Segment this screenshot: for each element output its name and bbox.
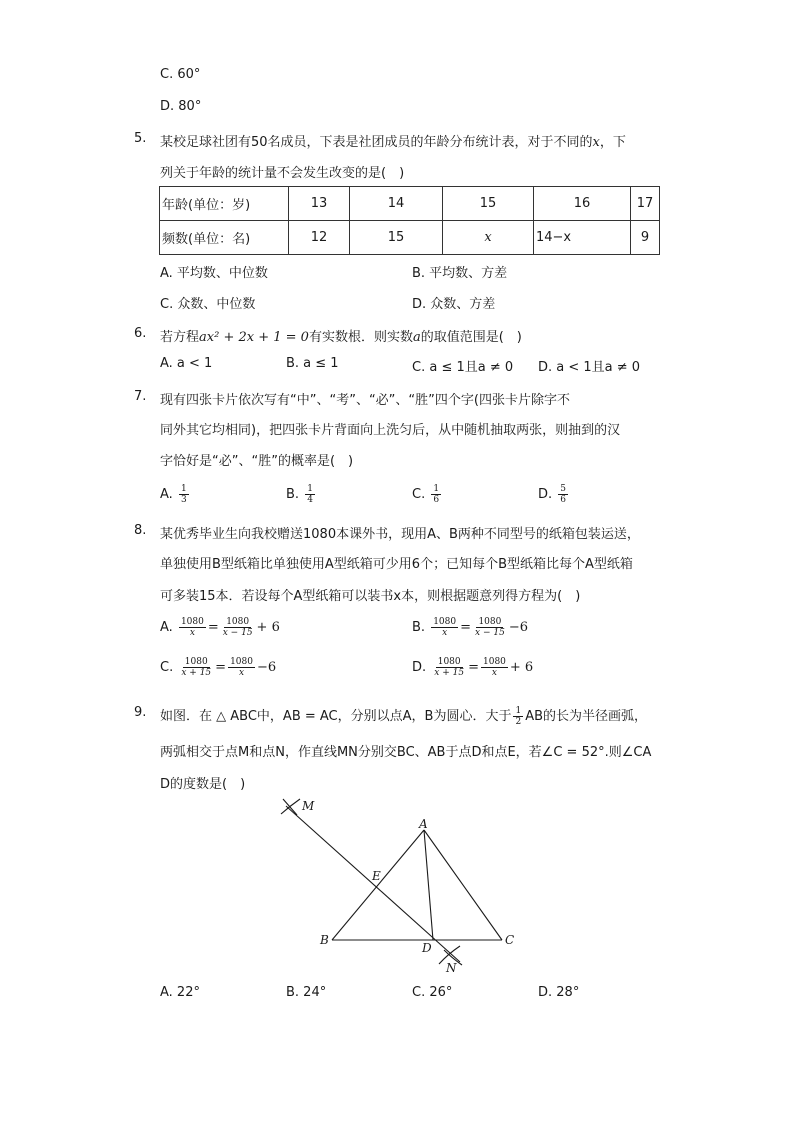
label-n: N [446,961,457,975]
q6-end: 的取值范围是( ) [420,330,522,345]
denominator: x [491,668,497,678]
segment-ad [424,830,433,940]
question-number-5: 5. [134,131,147,146]
numerator: 5 [560,484,567,494]
question-number-7: 7. [134,389,147,404]
q9-option-b: B. 24° [286,985,327,1000]
q6-option-c: C. a ≤ 1且a ≠ 0 [412,360,514,375]
q8-option-d-label: D. [412,660,427,675]
q9-line-2: 两弧相交于点M和点N，作直线MN分别交BC、AB于点D和点E，若∠C = 52°.则∠CA [160,745,652,760]
table-header-frequency: 频数(单位：名) [160,221,289,255]
fraction [431,617,458,638]
table-cell: 14 [350,187,443,221]
option-c-prev: C. 60° [160,67,201,82]
denominator: x [442,628,448,638]
denominator: x − 15 [475,628,505,638]
q9-line-1 [160,705,647,727]
label-c: C [505,933,515,947]
segment-ac [424,830,502,940]
q8-line-1: 某优秀毕业生向我校赠送1080本课外书，现用A、B两种不同型号的纸箱包装运送， [160,527,640,542]
denominator: 2 [515,717,522,727]
q8-option-a-label: A. [160,620,173,635]
option-d-prev: D. 80° [160,99,202,114]
age-frequency-table [159,186,660,255]
q8-option-b-label: B. [412,620,426,635]
q8-option-c-label: C. [160,660,174,675]
q8-option-a: A. $\frac{1080}{x}$ = $\frac{1080}{x - 15}$ + 6 [160,617,280,638]
q7-option-b-fraction [305,484,315,505]
q6-pre: 若方程 [160,330,200,345]
numerator: 1080 [230,657,253,667]
q6-var: a [412,330,421,345]
q9-line-3: D的度数是( ) [160,777,246,792]
numerator: 1 [515,706,522,716]
q5-option-c: C. 众数、中位数 [160,297,256,312]
q7-line-1: 现有四张卡片依次写有“中”、“考”、“必”、“胜”四个字(四张卡片除字不 [160,393,570,408]
q7-option-c-label: C. [412,487,426,502]
table-cell: 9 [631,221,660,255]
label-d: D [422,941,432,955]
table-cell: 17 [631,187,660,221]
denominator: 6 [560,495,567,505]
fraction [179,617,206,638]
question-number-6: 6. [134,326,147,341]
q7-line-3: 字恰好是“必”、“胜”的概率是( ) [160,454,354,469]
denominator: 4 [307,495,313,505]
numerator: 1080 [478,617,502,627]
q9-line-1-b: AB的长为半径画弧， [525,709,647,724]
denominator: 6 [433,495,440,505]
denominator: 3 [180,495,187,505]
arc-mark-m-2 [283,799,297,815]
table-cell: 14−x [534,221,631,255]
fraction [473,617,507,638]
q5-line-1-text: 某校足球社团有50名成员，下表是社团成员的年龄分布统计表，对于不同的 [160,135,593,150]
half-fraction [513,706,523,727]
arc-mark-n-1 [439,946,460,964]
table-row-frequency [160,221,660,255]
q8-option-d: D. $\frac{1080}{x + 15}$ = $\frac{1080}{x}$ + 6 [412,657,534,678]
question-number-8: 8. [134,523,147,538]
table-cell: 15 [350,221,443,255]
q5-option-b: B. 平均数、方差 [412,266,508,281]
q9-line-1-a: 如图．在 △ ABC中，AB = AC，分别以点A，B为圆心．大于 [160,709,512,724]
q8-option-a-tail: + 6 [256,620,280,635]
denominator: x [189,628,195,638]
q6-post: 有实数根．则实数 [308,330,413,345]
q7-option-c [412,484,443,505]
q8-line-3: 可多装15本．若设每个A型纸箱可以装书x本，则根据题意列得方程为( ) [160,589,581,604]
q7-option-a-label: A. [160,487,173,502]
table-cell: 12 [289,221,350,255]
arc-mark-m-1 [281,799,300,814]
q9-option-a: A. 22° [160,985,200,1000]
label-a: A [419,817,428,831]
q5-var-x: x [592,135,600,150]
fraction [221,617,255,638]
q5-option-d: D. 众数、方差 [412,297,496,312]
q7-option-d [538,484,570,505]
table-cell: x [443,221,534,255]
denominator: x − 15 [222,628,253,638]
q8-option-c-tail: −6 [256,660,277,675]
denominator: x + 15 [181,668,212,678]
numerator: 1080 [184,657,208,667]
q9-option-c: C. 26° [412,985,453,1000]
table-row-age [160,187,660,221]
q6-equation: ax² + 2x + 1 = 0 [199,330,309,345]
denominator: x [238,668,245,678]
q8-option-c: C. $\frac{1080}{x + 15}$ = $\frac{1080}{x}$ −6 [160,657,277,678]
q7-option-d-fraction [558,484,568,505]
q6-option-d: D. a < 1且a ≠ 0 [538,360,641,375]
q7-line-2: 同外其它均相同)，把四张卡片背面向上洗匀后，从中随机抽取两张，则抽到的汉 [160,423,621,438]
q5-line-2: 列关于年龄的统计量不会发生改变的是( ) [160,166,405,181]
fraction [481,657,508,678]
q7-option-b [286,484,317,505]
q7-option-a-fraction [179,484,189,505]
fraction [179,657,213,678]
q6-option-a: A. a < 1 [160,356,213,371]
label-e: E [372,869,381,883]
q7-option-c-fraction [431,484,441,505]
denominator: x + 15 [434,668,465,678]
table-cell: 15 [443,187,534,221]
q5-line-1-end: ，下 [599,135,626,150]
arc-mark-n-2 [444,950,462,965]
segment-ab [332,830,424,940]
numerator: 1 [307,484,313,494]
q7-option-d-label: D. [538,487,553,502]
numerator: 1080 [226,617,250,627]
q5-option-a: A. 平均数、中位数 [160,266,268,281]
question-number-9: 9. [134,705,147,720]
label-b: B [320,933,329,947]
numerator: 1080 [180,617,204,627]
numerator: 1 [180,484,187,494]
line-mn [286,806,460,962]
q6-option-b: B. a ≤ 1 [286,356,339,371]
q7-option-b-label: B. [286,487,300,502]
numerator: 1 [433,484,440,494]
table-cell: 16 [534,187,631,221]
q8-line-2: 单独使用B型纸箱比单独使用A型纸箱可少用6个；已知每个B型纸箱比每个A型纸箱 [160,557,633,572]
table-header-age: 年龄(单位：岁) [160,187,289,221]
numerator: 1080 [433,617,457,627]
fraction [228,657,255,678]
label-m: M [302,799,315,813]
q5-line-1 [160,131,626,150]
numerator: 1080 [437,657,461,667]
q9-option-d: D. 28° [538,985,580,1000]
numerator: 1080 [483,657,506,667]
q8-option-d-tail: + 6 [509,660,534,675]
table-cell: 13 [289,187,350,221]
q8-option-b-tail: −6 [508,620,528,635]
q7-option-a [160,484,191,505]
q8-option-b: B. $\frac{1080}{x}$ = $\frac{1080}{x - 15}$ −6 [412,617,528,638]
q6-line [160,326,522,345]
fraction [432,657,466,678]
